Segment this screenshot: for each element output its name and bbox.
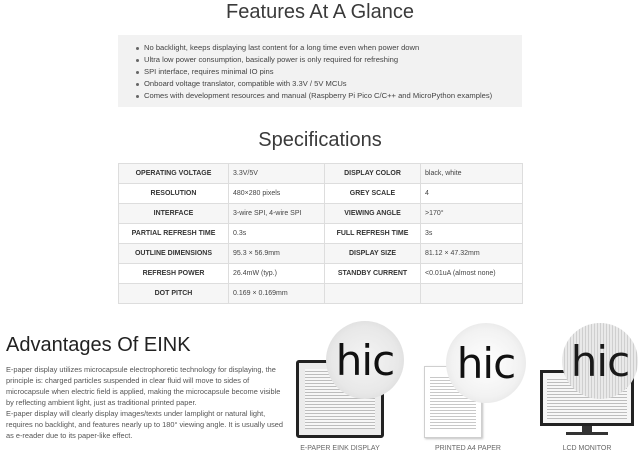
feature-item: No backlight, keeps displaying last content for a long time even when power down xyxy=(136,42,514,54)
table-row xyxy=(119,224,523,244)
table-row xyxy=(119,244,523,264)
table-row xyxy=(119,264,523,284)
eink-magnifier-image: hic xyxy=(326,321,404,399)
spec-value: 0.3s xyxy=(229,224,325,244)
spec-label: OUTLINE DIMENSIONS xyxy=(119,244,229,264)
feature-item: Ultra low power consumption, basically power is only required for refreshing xyxy=(136,54,514,66)
advantages-title: Advantages Of EINK xyxy=(6,334,191,356)
feature-item: Onboard voltage translator, compatible with 3.3V / 5V MCUs xyxy=(136,78,514,90)
monitor-base-image xyxy=(566,432,608,435)
spec-label xyxy=(325,284,421,304)
paper-magnifier-image: hic xyxy=(446,323,526,403)
advantages-description xyxy=(6,364,290,441)
feature-item: SPI interface, requires minimal IO pins xyxy=(136,66,514,78)
spec-value: 480×280 pixels xyxy=(229,184,325,204)
spec-value: 0.169 × 0.169mm xyxy=(229,284,325,304)
paper-caption: PRINTED A4 PAPER xyxy=(434,445,501,452)
spec-label: DOT PITCH xyxy=(119,284,229,304)
spec-value xyxy=(421,284,523,304)
spec-value: 4 xyxy=(421,184,523,204)
features-list xyxy=(136,42,514,102)
spec-value: 95.3 × 56.9mm xyxy=(229,244,325,264)
features-list-box xyxy=(118,35,522,107)
spec-label: STANDBY CURRENT xyxy=(325,264,421,284)
advantages-paragraph: E-paper display utilizes microcapsule electrophoretic technology for displaying, the principle is: charged particles suspended in clear fluid will move to sides of microcapsule when electric field is applied, making the microcapsule become visible by reflecting ambient light, just as traditional printed paper. xyxy=(6,365,281,407)
features-title: Features At A Glance xyxy=(226,1,414,23)
spec-value: 3.3V/5V xyxy=(229,164,325,184)
spec-value: 26.4mW (typ.) xyxy=(229,264,325,284)
spec-value: <0.01uA (almost none) xyxy=(421,264,523,284)
spec-label: FULL REFRESH TIME xyxy=(325,224,421,244)
spec-label: DISPLAY COLOR xyxy=(325,164,421,184)
table-row xyxy=(119,184,523,204)
lcd-magnifier-image: hic xyxy=(562,323,638,399)
spec-label: DISPLAY SIZE xyxy=(325,244,421,264)
spec-label: OPERATING VOLTAGE xyxy=(119,164,229,184)
lcd-caption: LCD MONITOR xyxy=(562,445,612,452)
spec-value: black, white xyxy=(421,164,523,184)
spec-value: 3s xyxy=(421,224,523,244)
spec-label: GREY SCALE xyxy=(325,184,421,204)
spec-value: >170° xyxy=(421,204,523,224)
spec-label: REFRESH POWER xyxy=(119,264,229,284)
table-row xyxy=(119,164,523,184)
feature-item: Comes with development resources and manual (Raspberry Pi Pico C/C++ and MicroPython examples) xyxy=(136,90,514,102)
eink-caption: E-PAPER EINK DISPLAY xyxy=(300,445,380,452)
spec-value: 81.12 × 47.32mm xyxy=(421,244,523,264)
specifications-title: Specifications xyxy=(258,129,382,151)
table-row xyxy=(119,284,523,304)
spec-label: VIEWING ANGLE xyxy=(325,204,421,224)
spec-label: INTERFACE xyxy=(119,204,229,224)
specifications-table xyxy=(118,163,523,304)
table-row xyxy=(119,204,523,224)
spec-label: RESOLUTION xyxy=(119,184,229,204)
spec-label: PARTIAL REFRESH TIME xyxy=(119,224,229,244)
spec-value: 3-wire SPI, 4-wire SPI xyxy=(229,204,325,224)
advantages-paragraph: E-paper display will clearly display images/texts under lamplight or natural light, requires no backlight, and features nearly up to 180° viewing angle. It is usually used as e-reader due to its paper-like effect. xyxy=(6,409,283,440)
